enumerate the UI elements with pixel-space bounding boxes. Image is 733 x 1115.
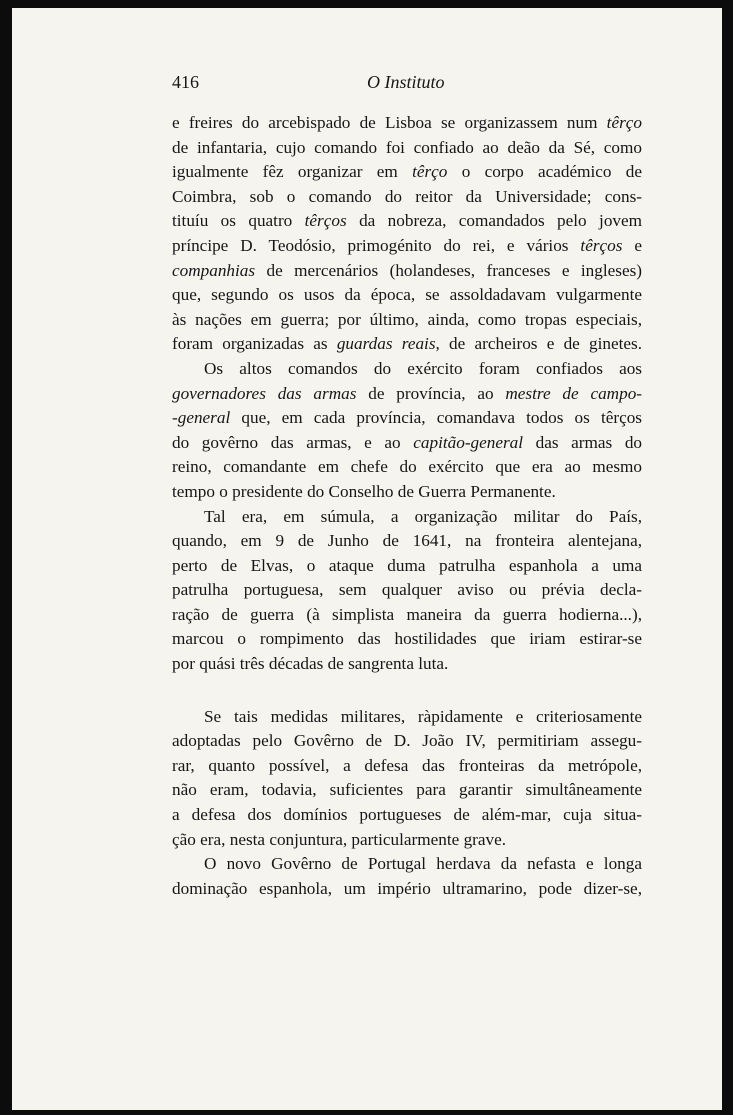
paragraph <box>172 852 642 901</box>
text-line: rar, quanto possível, a defesa das fronteiras da metrópole, <box>172 755 642 775</box>
text-line: do govêrno das armas, e ao capitão-general das armas do <box>172 432 643 452</box>
page-number: 416 <box>172 72 199 92</box>
text-line: Se tais medidas militares, ràpidamente e criteriosamente <box>204 706 642 726</box>
book-page <box>12 8 722 1110</box>
text-line: Coimbra, sob o comando do reitor da Universidade; cons- <box>172 186 642 206</box>
text-line: quando, em 9 de Junho de 1641, na fronteira alentejana, <box>172 531 642 551</box>
text-line: reino, comandante em chefe do exército que era ao mesmo <box>172 457 642 477</box>
text-line: O novo Govêrno de Portugal herdava da nefasta e longa <box>204 854 642 874</box>
text-line: governadores das armas de província, ao mestre de campo- <box>172 383 643 403</box>
text-line: perto de Elvas, o ataque duma patrulha espanhola a uma <box>172 555 642 575</box>
text-line: Tal era, em súmula, a organização militar do País, <box>204 506 642 526</box>
text-line: Os altos comandos do exército foram confiados aos <box>204 358 642 378</box>
page-header <box>12 72 722 98</box>
text-line: companhias de mercenários (holandeses, franceses e ingleses) <box>172 260 642 280</box>
text-line: e freires do arcebispado de Lisboa se organizassem num têrço <box>172 113 642 132</box>
text-line: não eram, todavia, suficientes para garantir simultâneamente <box>172 780 642 800</box>
text-line: ção era, nesta conjuntura, particularmente grave. <box>172 829 507 849</box>
text-line: a defesa dos domínios portugueses de além-mar, cuja situa- <box>172 805 642 825</box>
paragraph <box>172 705 642 853</box>
text-line: de infantaria, cujo comando foi confiado ao deão da Sé, como <box>172 137 642 157</box>
text-line: por quási três décadas de sangrenta luta. <box>172 654 449 674</box>
text-line: às nações em guerra; por último, ainda, como tropas especiais, <box>172 309 642 329</box>
text-line: adoptadas pelo Govêrno de D. João IV, permitiriam assegu- <box>172 731 642 751</box>
text-line: dominação espanhola, um império ultramarino, pode dizer-se, <box>172 878 642 898</box>
text-line: igualmente fêz organizar em têrço o corpo académico de <box>172 162 642 182</box>
text-line: marcou o rompimento das hostilidades que iriam estirar-se <box>172 629 642 649</box>
text-line: -general que, em cada província, comandava todos os têrços <box>172 408 642 428</box>
running-title: O Instituto <box>367 72 445 92</box>
text-line: patrulha portuguesa, sem qualquer aviso ou prévia decla- <box>172 580 642 600</box>
text-line: tempo o presidente do Conselho de Guerra Permanente. <box>172 481 556 501</box>
section-break <box>172 677 642 705</box>
paragraph <box>172 357 642 505</box>
text-line: que, segundo os usos da época, se assoldadavam vulgarmente <box>172 285 642 305</box>
text-line: foram organizadas as guardas reais, de archeiros e de ginetes. <box>172 334 643 354</box>
text-line: príncipe D. Teodósio, primogénito do rei, e vários têrços e <box>172 235 642 255</box>
paragraph <box>172 111 642 357</box>
body-text <box>172 111 642 901</box>
text-line: ração de guerra (à simplista maneira da guerra hodierna...), <box>172 604 642 624</box>
paragraph <box>172 505 642 677</box>
text-line: tituíu os quatro têrços da nobreza, comandados pelo jovem <box>172 211 642 231</box>
